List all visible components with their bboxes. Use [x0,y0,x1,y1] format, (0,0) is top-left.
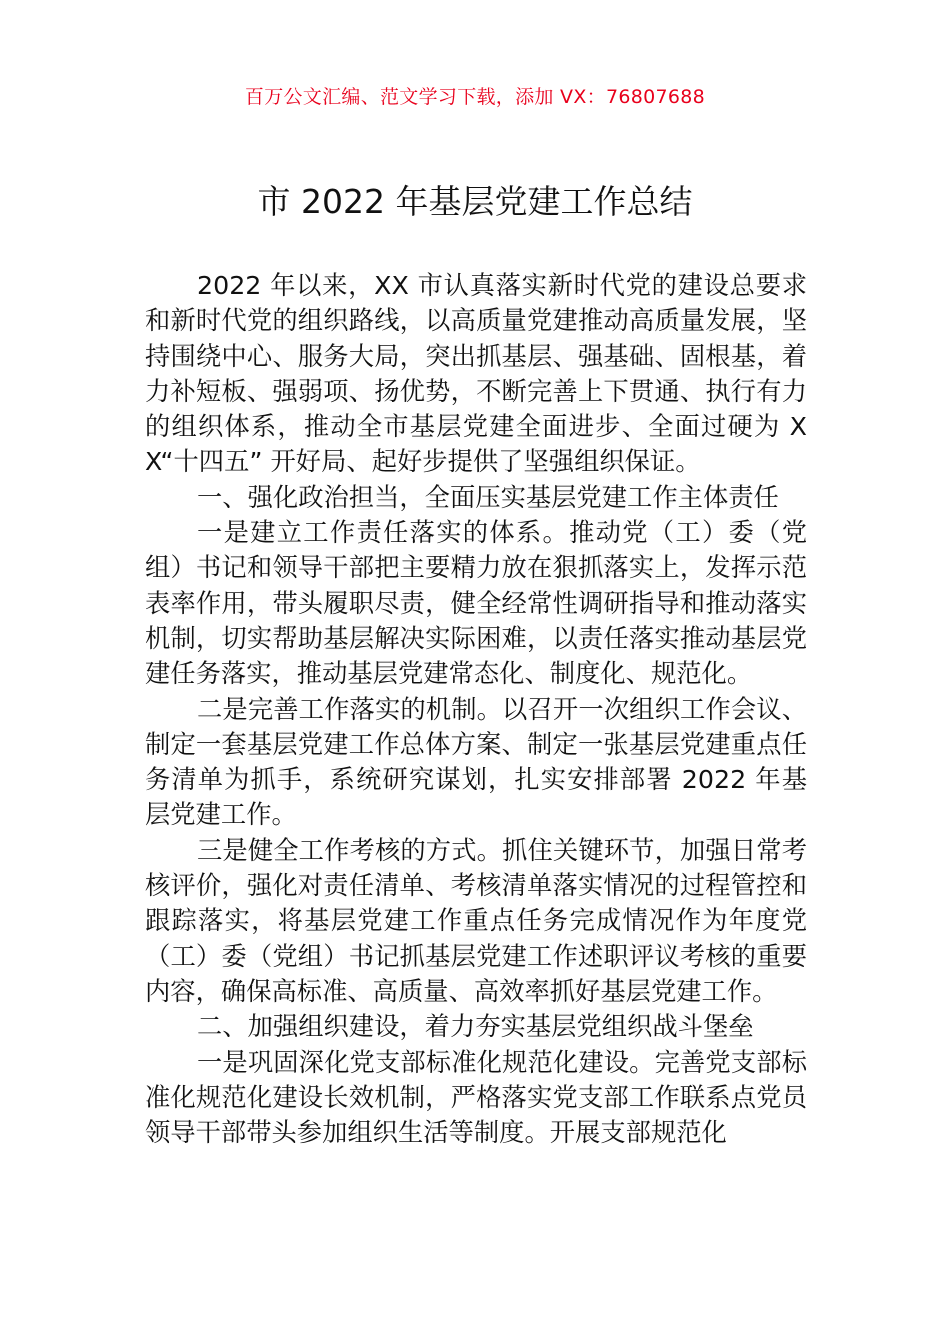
section-heading-1: 一、强化政治担当，全面压实基层党建工作主体责任 [197,482,779,512]
paragraph-1-3: 三是健全工作考核的方式。抓住关键环节，加强日常考核评价，强化对责任清单、考核清单落实情况的过程管控和跟踪落实，将基层党建工作重点任务完成情况作为年度党（工）委（党组）书记抓基层党建工作述职评议考核的重要内容，确保高标准、高质量、高效率抓好基层党建工作。 [145,835,807,1006]
paragraph-1-1: 一是建立工作责任落实的体系。推动党（工）委（党组）书记和领导干部把主要精力放在狠抓落实上，发挥示范表率作用，带头履职尽责，健全经常性调研指导和推动落实机制，切实帮助基层解决实际困难，以责任落实推动基层党建任务落实，推动基层党建常态化、制度化、规范化。 [145,518,807,689]
promo-banner: 百万公文汇编、范文学习下载，添加 VX：76807688 [244,86,706,108]
paragraph-1-2: 二是完善工作落实的机制。以召开一次组织工作会议、制定一套基层党建工作总体方案、制定一张基层党建重点任务清单为抓手，系统研究谋划，扎实安排部署 2022 年基层党建工作。 [145,694,807,830]
document-body [145,268,807,1150]
document-title: 市 2022 年基层党建工作总结 [257,182,693,221]
paragraph-intro: 2022 年以来，XX 市认真落实新时代党的建设总要求和新时代党的组织路线，以高质量党建推动高质量发展，坚持围绕中心、服务大局，突出抓基层、强基础、固根基，着力补短板、强弱项、扬优势，不断完善上下贯通、执行有力的组织体系，推动全市基层党建全面进步、全面过硬为 XX“十四五” 开好局、起好步提供了坚强组织保证。 [145,271,807,477]
paragraph-2-1: 一是巩固深化党支部标准化规范化建设。完善党支部标准化规范化建设长效机制，严格落实党支部工作联系点党员领导干部带头参加组织生活等制度。开展支部规范化 [145,1047,807,1148]
section-heading-2: 二、加强组织建设，着力夯实基层党组织战斗堡垒 [197,1012,754,1042]
